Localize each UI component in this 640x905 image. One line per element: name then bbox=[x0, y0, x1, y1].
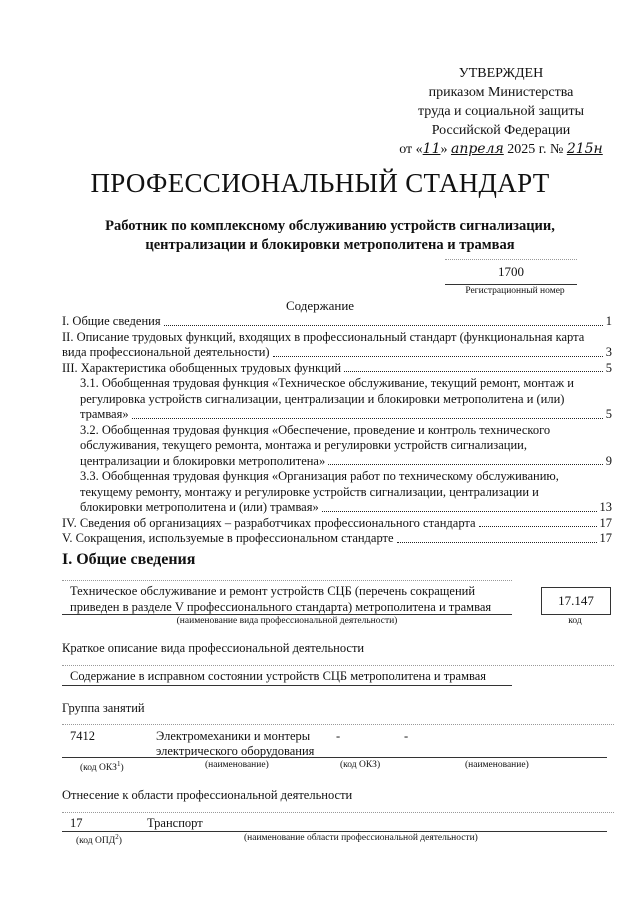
okz-name: Электромеханики и монтеры электрического оборудования bbox=[156, 729, 315, 758]
toc-entry: 3.1. Обобщенная трудовая функция «Техническое обслуживание, текущий ремонт, монтаж и регулировка устройств сигнализации, централизации и блокировки метрополитена и (или) трамвая» 5 bbox=[80, 376, 612, 421]
page-title: ПРОФЕССИОНАЛЬНЫЙ СТАНДАРТ bbox=[90, 168, 550, 198]
divider bbox=[62, 665, 614, 666]
approval-line: приказом Министерства bbox=[428, 85, 574, 100]
okz-code: 7412 bbox=[70, 729, 95, 743]
divider bbox=[62, 724, 614, 725]
brief-label: Краткое описание вида профессиональной деятельности bbox=[62, 641, 365, 655]
okz-name-2: - bbox=[404, 729, 409, 743]
approval-line: труда и социальной защиты bbox=[418, 104, 584, 119]
divider bbox=[62, 580, 512, 581]
section-heading: I. Общие сведения bbox=[62, 551, 196, 568]
toc-entry: 3.2. Обобщенная трудовая функция «Обеспечение, проведение и контроль технического обслуживания, текущего ремонта, монтажа и регулировки устройств сигнализации, централизации и блокировки метрополитена» 9 bbox=[80, 422, 612, 468]
brief-text: Содержание в исправном состоянии устройств СЦБ метрополитена и трамвая bbox=[70, 669, 487, 683]
page-subtitle: Работник по комплексному обслуживанию устройств сигнализации, централизации и блокировки метрополитена и трамвая bbox=[105, 218, 555, 253]
okz-name-caption: (наименование) bbox=[205, 760, 269, 770]
code-caption: код bbox=[568, 616, 582, 626]
okz-code-caption-2: (код ОКЗ) bbox=[340, 760, 381, 770]
toc-entry: 3.3. Обобщенная трудовая функция «Организация работ по техническому обслуживанию, текущему ремонту, монтажу и регулировке устройств сигнализации, централизации и блокировки метрополитена и (или) трамвая» 13 bbox=[80, 469, 612, 514]
handwritten-day: 11 bbox=[422, 141, 441, 157]
toc-entry: II. Описание трудовых функций, входящих в профессиональный стандарт (функциональная карта вида профессиональной деятельности) 3 bbox=[62, 329, 612, 359]
toc-heading: Содержание bbox=[285, 298, 355, 313]
divider bbox=[62, 831, 607, 832]
opd-code-caption: (код ОПД$^2$) bbox=[76, 833, 122, 847]
toc-entry: I. Общие сведения 1 bbox=[62, 314, 612, 328]
opd-name: Транспорт bbox=[147, 816, 203, 830]
okz-name-caption-2: (наименование) bbox=[465, 760, 529, 770]
toc-entry: IV. Сведения об организациях – разработчиках профессионального стандарта 17 bbox=[62, 515, 612, 530]
toc-entry: V. Сокращения, используемые в профессиональном стандарте 17 bbox=[62, 531, 612, 545]
area-label: Отнесение к области профессиональной деятельности bbox=[62, 788, 353, 802]
opd-name-caption: (наименование области профессиональной деятельности) bbox=[244, 833, 478, 843]
table-of-contents bbox=[62, 314, 612, 547]
opd-code: 17 bbox=[70, 816, 83, 830]
divider bbox=[62, 812, 614, 813]
activity-code: 17.147 bbox=[541, 587, 611, 615]
approval-title: УТВЕРЖДЕН bbox=[458, 66, 544, 81]
handwritten-number: 215н bbox=[566, 141, 603, 157]
approval-date: от «11» апреля 2025 г. № 215н bbox=[399, 141, 603, 157]
activity-name: Техническое обслуживание и ремонт устройств СЦБ (перечень сокращений приведен в разделе V профессионального стандарта) метрополитена и трамвая bbox=[70, 584, 492, 614]
toc-entry: III. Характеристика обобщенных трудовых функций 5 bbox=[62, 360, 612, 375]
divider bbox=[62, 757, 607, 758]
divider bbox=[62, 614, 512, 615]
approval-block bbox=[385, 64, 617, 159]
registration-caption: Регистрационный номер bbox=[465, 286, 565, 296]
okz-code-caption: (код ОКЗ$^1$) bbox=[80, 760, 124, 774]
registration-number: 1700 bbox=[445, 259, 577, 285]
handwritten-month: апреля bbox=[450, 141, 504, 157]
group-label: Группа занятий bbox=[62, 701, 145, 715]
approval-line: Российской Федерации bbox=[431, 123, 571, 138]
divider bbox=[62, 685, 512, 686]
activity-caption: (наименование вида профессиональной деятельности) bbox=[176, 616, 398, 626]
okz-code-2: - bbox=[336, 729, 341, 743]
